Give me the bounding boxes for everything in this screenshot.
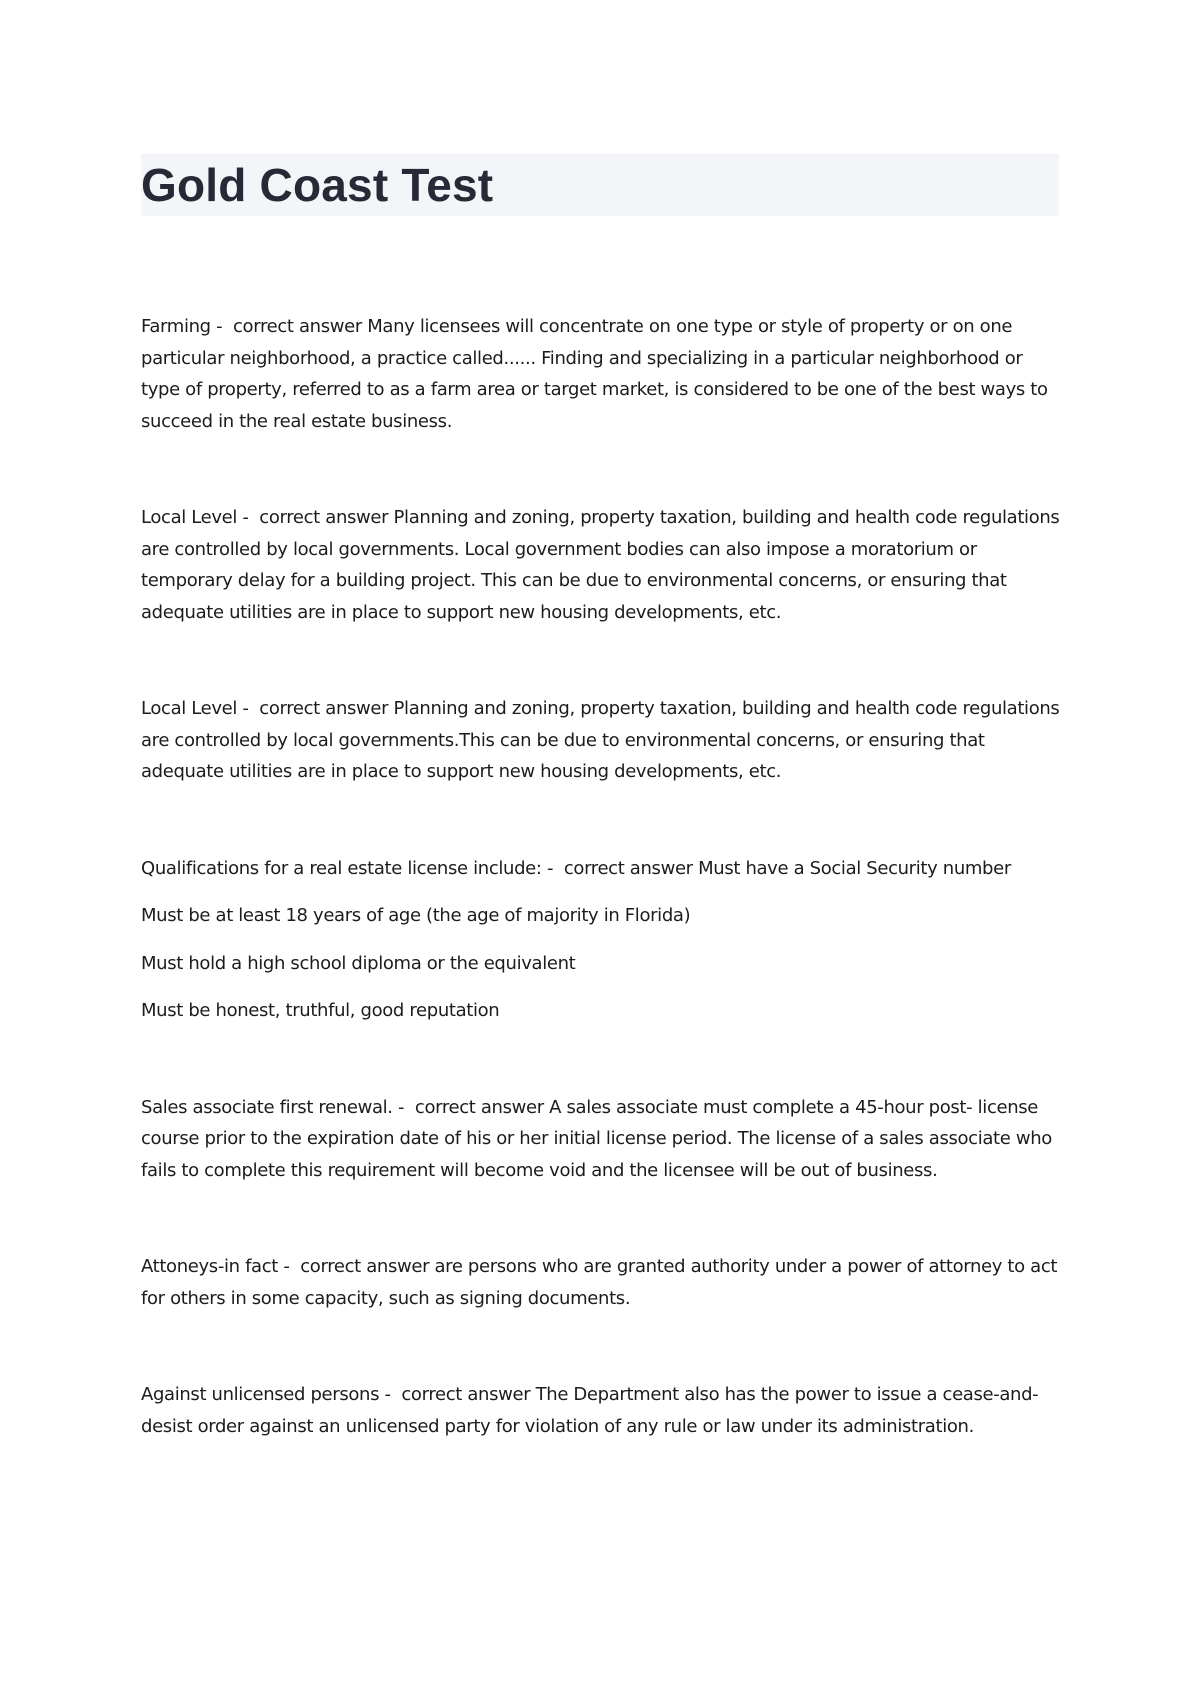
- flashcard-entry: [141, 693, 1061, 788]
- answer-line: Must be at least 18 years of age (the age of majority in Florida): [141, 905, 691, 926]
- answer-label: correct answer: [396, 1384, 536, 1405]
- entry-answer: The Department also has the power to issue a cease-and-desist order against an unlicensed party for violation of any rule or law under its administration.: [141, 1384, 1039, 1437]
- answer-label: correct answer: [558, 857, 699, 879]
- entry-text: [141, 693, 1061, 788]
- entry-answer: A sales associate must complete a 45-hour post- license course prior to the expiration date of his or her initial license period. The license of a sales associate who fails to complete this requirement will become void and the licensee will be out of business.: [141, 1096, 1052, 1181]
- entry-answer: Must have a Social Security number: [698, 857, 1011, 879]
- entry-term: Farming: [141, 316, 211, 337]
- flashcard-entry: [141, 311, 1061, 437]
- entry-separator: -: [237, 507, 254, 528]
- document-title: Gold Coast Test: [141, 159, 494, 211]
- entry-term: Sales associate first renewal.: [141, 1096, 393, 1118]
- entry-separator: -: [392, 1096, 410, 1118]
- entry-term: Attoneys-in fact: [141, 1256, 278, 1277]
- flashcard-entry: [141, 1251, 1061, 1314]
- entry-answer: Planning and zoning, property taxation, building and health code regulations are controlled by local governments. Local government bodies can also impose a moratorium or temporary delay for a building project. This can be due to environmental concerns, or ensuring that adequate utilities are in place to support new housing developments, etc.: [141, 507, 1060, 623]
- entry-text: [141, 1251, 1061, 1314]
- entry-text: [141, 1379, 1061, 1442]
- answer-label: correct answer: [227, 316, 368, 337]
- flashcard-entry: [141, 502, 1061, 628]
- entry-text: [141, 1092, 1061, 1187]
- entry-text: [141, 311, 1061, 437]
- answer-line: Must hold a high school diploma or the equivalent: [141, 952, 576, 974]
- entry-separator: -: [541, 857, 559, 879]
- entry-separator: -: [278, 1256, 295, 1277]
- answer-label: correct answer: [294, 1256, 435, 1277]
- entry-term: Qualifications for a real estate license include:: [141, 857, 542, 879]
- entry-separator: -: [210, 316, 228, 337]
- answer-label: correct answer: [409, 1096, 550, 1118]
- entry-term: Local Level: [141, 507, 238, 528]
- entry-separator: -: [379, 1384, 397, 1405]
- flashcard-entry: [141, 1379, 1061, 1442]
- flashcard-list: [141, 311, 1061, 1507]
- entry-answer: Planning and zoning, property taxation, building and health code regulations are controlled by local governments.This can be due to environmental concerns, or ensuring that adequate utilities are in place to support new housing developments, etc.: [141, 698, 1060, 782]
- flashcard-entry: [141, 1092, 1061, 1187]
- answer-label: correct answer: [253, 698, 394, 719]
- entry-separator: -: [237, 698, 254, 719]
- entry-answer: Many licensees will concentrate on one type or style of property or on one particular neighborhood, a practice called...... Finding and specializing in a particular neighborhood or type of property, referred to as a farm area or target market, is considered to be one of the best ways to succeed in the real estate business.: [141, 316, 1048, 432]
- entry-text: [141, 502, 1061, 628]
- entry-text: [141, 853, 1061, 885]
- entry-term: Local Level: [141, 698, 238, 719]
- flashcard-entry: [141, 853, 1061, 1027]
- entry-answer: are persons who are granted authority under a power of attorney to act for others in some capacity, such as signing documents.: [141, 1256, 1058, 1309]
- entry-term: Against unlicensed persons: [141, 1384, 380, 1405]
- answer-line: Must be honest, truthful, good reputation: [141, 1000, 500, 1021]
- answer-label: correct answer: [253, 507, 394, 528]
